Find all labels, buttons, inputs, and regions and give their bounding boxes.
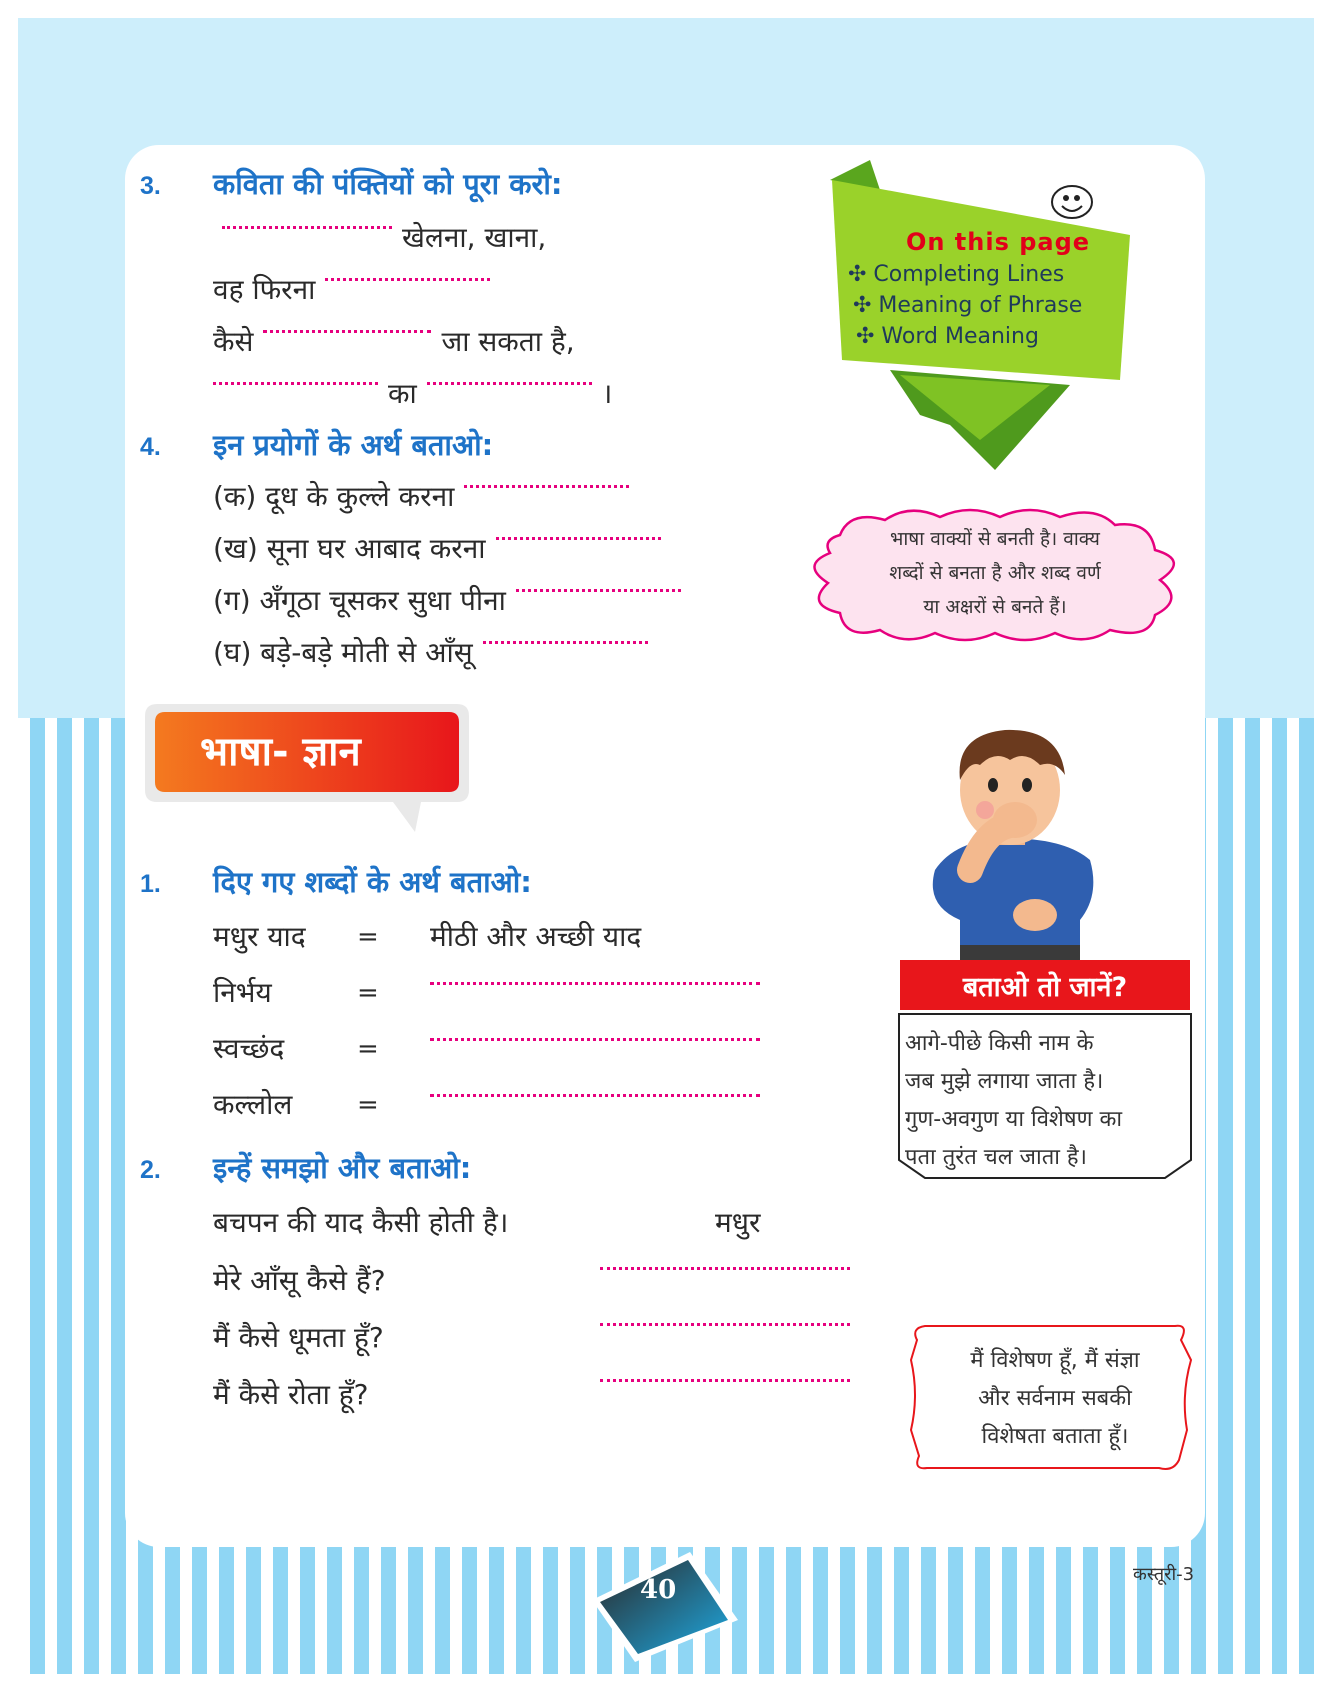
blank[interactable] xyxy=(483,641,648,646)
q3-line1-text: खेलना, खाना, xyxy=(402,221,547,254)
q4-item-text: (क) दूध के कुल्ले करना xyxy=(213,480,455,513)
blank[interactable] xyxy=(325,278,490,283)
note-line: विशेषता बताता हूँ। xyxy=(981,1424,1129,1449)
riddle-line: गुण-अवगुण या विशेषण का xyxy=(905,1107,1123,1132)
s2-question: बचपन की याद कैसी होती है। xyxy=(213,1206,509,1239)
q4-item-text: (ग) अँगूठा चूसकर सुधा पीना xyxy=(213,584,506,617)
q4-item-text: (घ) बड़े-बड़े मोती से आँसू xyxy=(213,636,473,669)
equals-sign: = xyxy=(357,978,379,1008)
page-number-badge xyxy=(590,1550,740,1665)
q3-line3-a: कैसे xyxy=(213,325,254,358)
word-meaning: मीठी और अच्छी याद xyxy=(430,920,642,953)
q4-item-3 xyxy=(213,581,691,619)
section-title: भाषा- ज्ञान xyxy=(200,729,361,775)
answer-blank[interactable] xyxy=(600,1379,850,1384)
answer-blank[interactable] xyxy=(600,1267,850,1272)
q3-line4-mid: का xyxy=(388,377,417,410)
page-number: 40 xyxy=(640,1575,677,1605)
blank[interactable] xyxy=(222,226,392,231)
blank[interactable] xyxy=(213,382,378,387)
word-term: निर्भय xyxy=(213,976,272,1009)
ribbon-item: ✣ Completing Lines xyxy=(848,262,1065,287)
blank[interactable] xyxy=(427,382,592,387)
q3-line3-b: जा सकता है, xyxy=(441,325,575,358)
q3-line-4 xyxy=(213,374,612,412)
q3-number: 3. xyxy=(140,172,161,200)
riddle-title: बताओ तो जानें? xyxy=(900,960,1190,1010)
q4-number: 4. xyxy=(140,433,161,461)
smiley-face-icon xyxy=(1052,186,1092,218)
word-term: मधुर याद xyxy=(213,920,306,953)
on-this-page-title: On this page xyxy=(905,228,1091,256)
note-line: और सर्वनाम सबकी xyxy=(978,1386,1132,1411)
note-text xyxy=(930,1342,1180,1456)
blank[interactable] xyxy=(263,330,431,335)
s2-number: 2. xyxy=(140,1156,161,1184)
word-term: कल्लोल xyxy=(213,1088,293,1121)
ribbon-item: ✣ Meaning of Phrase xyxy=(853,293,1083,318)
riddle-text xyxy=(905,1025,1185,1177)
s2-question: मेरे आँसू कैसे हैं? xyxy=(213,1264,386,1297)
s1-heading: दिए गए शब्दों के अर्थ बताओ: xyxy=(213,865,532,899)
blank[interactable] xyxy=(516,589,681,594)
s2-heading: इन्हें समझो और बताओ: xyxy=(213,1151,472,1185)
riddle-line: जब मुझे लगाया जाता है। xyxy=(905,1069,1104,1094)
q4-item-text: (ख) सूना घर आबाद करना xyxy=(213,532,486,565)
q3-line4-end: । xyxy=(601,377,613,410)
cloud-line: या अक्षरों से बनते हैं। xyxy=(923,596,1067,618)
riddle-line: पता तुरंत चल जाता है। xyxy=(905,1145,1087,1170)
book-name: कस्तूरी-3 xyxy=(1133,1564,1195,1585)
s2-question: मैं कैसे धूमता हूँ? xyxy=(213,1321,384,1354)
answer-blank[interactable] xyxy=(430,1038,760,1043)
answer-blank[interactable] xyxy=(600,1323,850,1328)
equals-sign: = xyxy=(357,1034,379,1064)
s2-question: मैं कैसे रोता हूँ? xyxy=(213,1378,369,1411)
answer-blank[interactable] xyxy=(430,1094,760,1099)
riddle-line: आगे-पीछे किसी नाम के xyxy=(905,1031,1094,1056)
s1-number: 1. xyxy=(140,870,161,898)
q3-line-2 xyxy=(213,270,500,308)
equals-sign: = xyxy=(357,1090,379,1120)
cloud-text xyxy=(845,522,1145,624)
cloud-line: भाषा वाक्यों से बनती है। वाक्य xyxy=(890,528,1100,550)
q3-line2-text: वह फिरना xyxy=(213,273,316,306)
blank[interactable] xyxy=(496,537,661,542)
ribbon-item: ✣ Word Meaning xyxy=(856,324,1039,349)
answer-blank[interactable] xyxy=(430,982,760,987)
q4-item-2 xyxy=(213,529,671,567)
q4-heading: इन प्रयोगों के अर्थ बताओ: xyxy=(213,428,494,462)
thinking-boy-illustration xyxy=(915,720,1115,965)
on-this-page-box xyxy=(848,228,1128,349)
s2-answer: मधुर xyxy=(715,1206,761,1239)
equals-sign: = xyxy=(357,922,379,952)
word-term: स्वच्छंद xyxy=(213,1032,285,1065)
q4-item-1 xyxy=(213,477,639,515)
q3-heading: कविता की पंक्तियों को पूरा करो: xyxy=(213,167,563,201)
q3-line-3 xyxy=(213,322,575,360)
note-line: मैं विशेषण हूँ, मैं संज्ञा xyxy=(970,1348,1140,1373)
blank[interactable] xyxy=(464,485,629,490)
q3-line-1 xyxy=(222,218,546,256)
cloud-line: शब्दों से बनता है और शब्द वर्ण xyxy=(889,562,1101,584)
q4-item-4 xyxy=(213,633,658,671)
